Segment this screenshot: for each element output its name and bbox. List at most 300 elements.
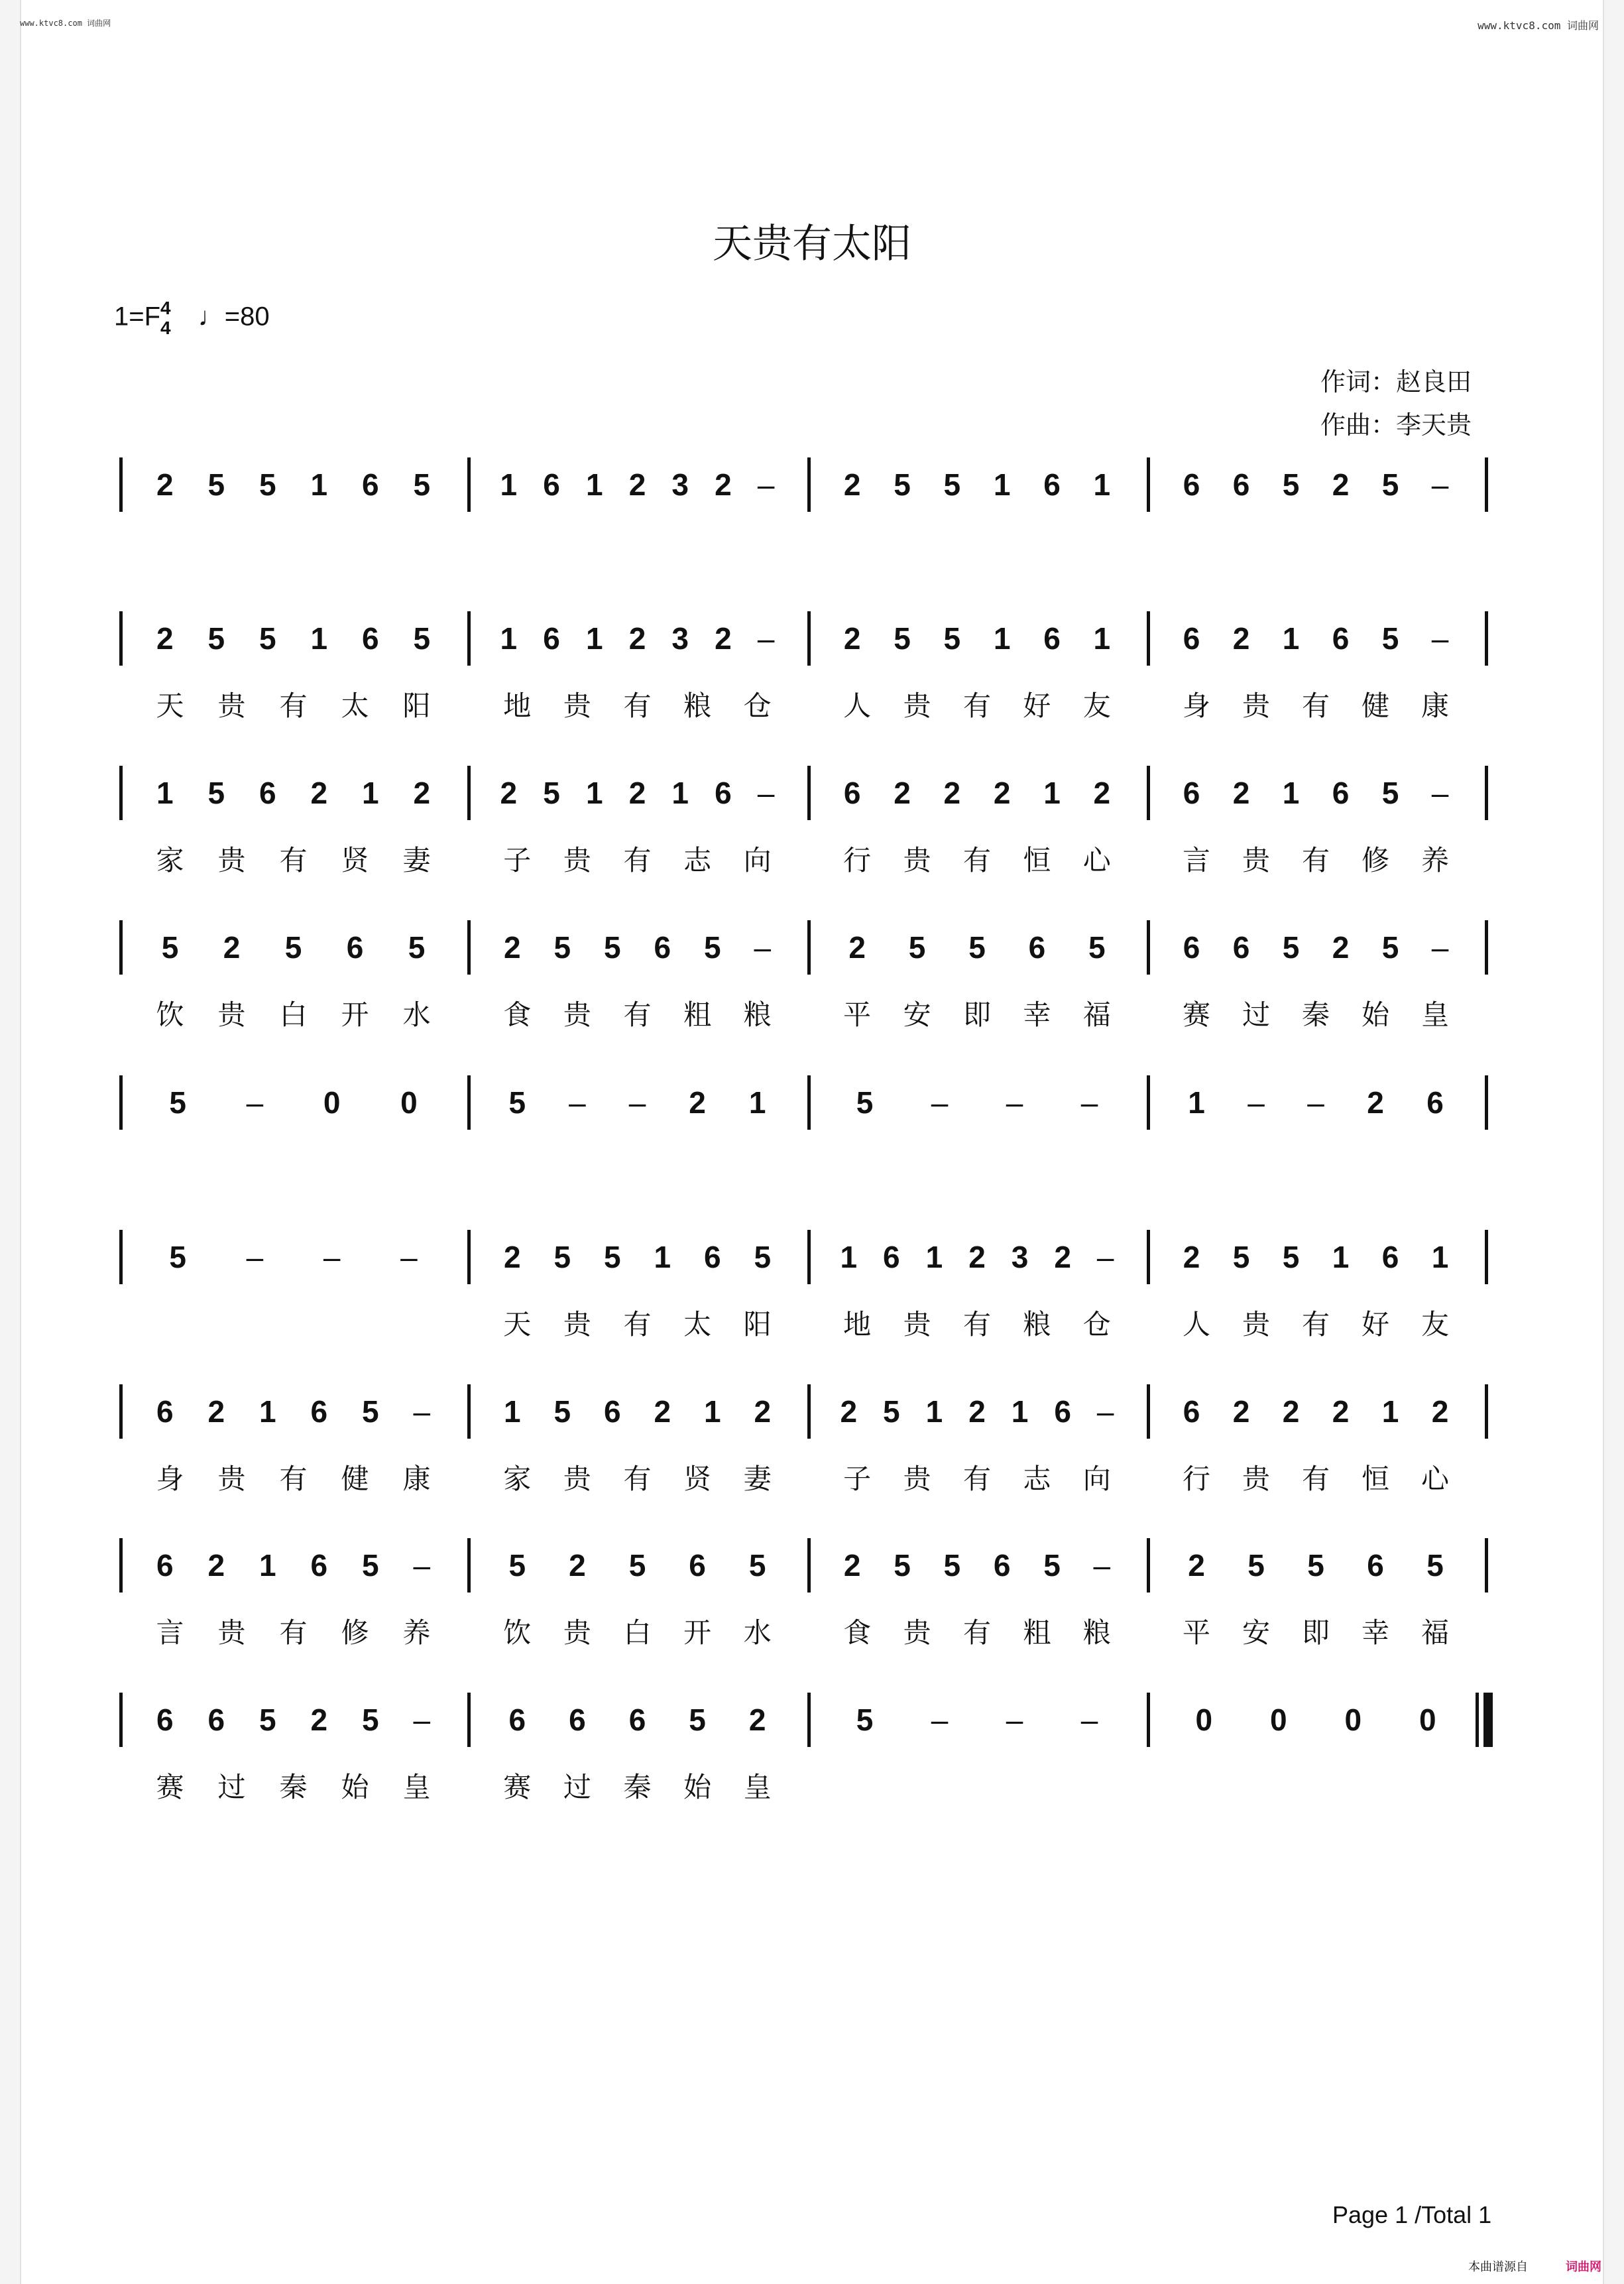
- lyric-char: 白: [279, 998, 308, 1031]
- note: –: [246, 1085, 264, 1120]
- note: –: [1080, 1703, 1098, 1737]
- barline: [1147, 920, 1150, 975]
- note: 2: [715, 621, 732, 656]
- barline: [1485, 611, 1488, 666]
- lyric-char: 粮: [1082, 1616, 1111, 1649]
- score-row: [0, 1384, 1624, 1517]
- note: –: [1431, 467, 1449, 502]
- note: 2: [1183, 1240, 1200, 1274]
- barline: [119, 457, 123, 512]
- note: 2: [156, 621, 174, 656]
- barline: [1476, 1693, 1479, 1747]
- note: 5: [553, 1394, 571, 1429]
- lyric-char: 贵: [903, 1616, 931, 1649]
- lyric-char: 健: [1361, 690, 1389, 722]
- lyric-char: 有: [962, 1616, 991, 1649]
- note: 1: [585, 776, 603, 810]
- lyric-char: 康: [402, 1463, 431, 1495]
- lyric-char: 言: [1182, 844, 1210, 876]
- note: –: [1080, 1085, 1098, 1120]
- note: 0: [323, 1085, 341, 1120]
- lyric-char: 好: [1361, 1308, 1389, 1341]
- lyric-char: 言: [156, 1616, 184, 1649]
- note: 5: [603, 930, 621, 965]
- note: 6: [1054, 1394, 1071, 1429]
- lyric-char: 水: [743, 1616, 772, 1649]
- barline: [467, 1075, 471, 1130]
- lyric-char: 贵: [217, 844, 246, 876]
- lyric-char: 始: [341, 1771, 369, 1803]
- note: 1: [1093, 621, 1111, 656]
- note: 6: [883, 1240, 900, 1274]
- lyric-char: 贵: [563, 1308, 591, 1341]
- lyric-char: 有: [623, 998, 652, 1031]
- lyric-char: 赛: [1182, 998, 1210, 1031]
- note: 5: [943, 467, 961, 502]
- lyric-char: 人: [1182, 1308, 1210, 1341]
- lyric-char: 贵: [903, 690, 931, 722]
- barline: [1485, 1230, 1488, 1284]
- lyric-char: 始: [1361, 998, 1389, 1031]
- note: 2: [968, 1394, 986, 1429]
- note: 3: [671, 467, 689, 502]
- note: 6: [1183, 621, 1200, 656]
- barline: [807, 1230, 811, 1284]
- lyric-char: 贵: [1242, 1308, 1270, 1341]
- lyric-char: 开: [341, 998, 369, 1031]
- key-label: 1=F: [114, 302, 161, 331]
- note: 1: [993, 467, 1011, 502]
- note: –: [400, 1240, 418, 1274]
- note: 6: [1043, 621, 1061, 656]
- lyric-char: 平: [1182, 1616, 1210, 1649]
- lyricist-credit: 作词：赵良田: [1320, 367, 1472, 396]
- note: 1: [993, 621, 1011, 656]
- note: –: [413, 1703, 431, 1737]
- barline: [1485, 457, 1488, 512]
- lyric-char: 家: [503, 1463, 532, 1495]
- note: 2: [1367, 1085, 1384, 1120]
- note: 5: [553, 1240, 571, 1274]
- lyric-char: 地: [843, 1308, 872, 1341]
- barline: [467, 611, 471, 666]
- barline: [119, 1693, 123, 1747]
- lyric-char: 粮: [1023, 1308, 1051, 1341]
- note: 6: [1183, 930, 1200, 965]
- lyric-char: 修: [1361, 844, 1389, 876]
- note: 5: [259, 467, 276, 502]
- note: 2: [1054, 1240, 1071, 1274]
- note: 2: [156, 467, 174, 502]
- lyric-char: 太: [341, 690, 369, 722]
- note: 5: [856, 1703, 874, 1737]
- note: 2: [968, 1240, 986, 1274]
- lyric-char: 志: [683, 844, 712, 876]
- score-row: [0, 1538, 1624, 1671]
- lyric-char: 秦: [1301, 998, 1330, 1031]
- barline: [467, 766, 471, 820]
- note: 2: [628, 467, 646, 502]
- note: –: [413, 1394, 431, 1429]
- note: 6: [310, 1548, 328, 1583]
- lyric-char: 贵: [217, 1616, 246, 1649]
- barline: [1147, 1384, 1150, 1439]
- lyric-char: 有: [1301, 1308, 1330, 1341]
- lyric-char: 有: [1301, 690, 1330, 722]
- note: –: [1431, 930, 1449, 965]
- note: 2: [715, 467, 732, 502]
- note: 2: [628, 621, 646, 656]
- lyric-char: 仓: [1082, 1308, 1111, 1341]
- lyric-char: 修: [341, 1616, 369, 1649]
- note: –: [757, 776, 775, 810]
- note: 2: [207, 1394, 225, 1429]
- note: 6: [207, 1703, 225, 1737]
- note: 2: [689, 1085, 706, 1120]
- note: 5: [169, 1085, 186, 1120]
- note: 1: [671, 776, 689, 810]
- barline: [1147, 1538, 1150, 1593]
- score-row: [0, 1075, 1624, 1208]
- note: 5: [1381, 776, 1399, 810]
- lyric-char: 饮: [503, 1616, 532, 1649]
- barline: [807, 611, 811, 666]
- lyric-char: 福: [1082, 998, 1111, 1031]
- lyric-char: 有: [962, 844, 991, 876]
- barline: [807, 457, 811, 512]
- note: 2: [993, 776, 1011, 810]
- note: 5: [361, 1703, 379, 1737]
- note: 5: [508, 1085, 526, 1120]
- note: 6: [361, 621, 379, 656]
- note: 2: [223, 930, 241, 965]
- note: 2: [1332, 930, 1350, 965]
- score-row: [0, 920, 1624, 1053]
- note: 5: [361, 1548, 379, 1583]
- lyric-char: 贵: [563, 998, 591, 1031]
- lyric-char: 身: [1182, 690, 1210, 722]
- barline: [1147, 611, 1150, 666]
- note: –: [1006, 1085, 1023, 1120]
- barline: [1147, 457, 1150, 512]
- barline: [1485, 1075, 1488, 1130]
- note: –: [1093, 1548, 1111, 1583]
- lyric-char: 有: [279, 1616, 308, 1649]
- page-indicator: Page 1 /Total 1: [1332, 2201, 1492, 2228]
- barline: [1485, 1538, 1488, 1593]
- lyric-char: 有: [962, 690, 991, 722]
- lyric-char: 粮: [683, 690, 712, 722]
- barline: [119, 1230, 123, 1284]
- lyric-char: 心: [1082, 844, 1111, 876]
- lyric-char: 人: [843, 690, 872, 722]
- note: –: [1006, 1703, 1023, 1737]
- note: –: [931, 1703, 949, 1737]
- lyric-char: 贵: [1242, 844, 1270, 876]
- note: 6: [689, 1548, 706, 1583]
- lyric-char: 白: [623, 1616, 652, 1649]
- lyric-char: 贵: [903, 844, 931, 876]
- lyric-char: 粗: [1023, 1616, 1051, 1649]
- lyric-char: 始: [683, 1771, 712, 1803]
- lyric-char: 妻: [743, 1463, 772, 1495]
- note: 6: [1426, 1085, 1444, 1120]
- barline: [807, 1075, 811, 1130]
- note: 5: [543, 776, 560, 810]
- barline: [1147, 1693, 1150, 1747]
- barline: [467, 1693, 471, 1747]
- note: 5: [284, 930, 302, 965]
- lyric-char: 贵: [217, 1463, 246, 1495]
- note: 1: [1282, 776, 1300, 810]
- lyric-char: 幸: [1361, 1616, 1389, 1649]
- barline: [1485, 766, 1488, 820]
- site-mark-right: www.ktvc8.com 词曲网: [1478, 19, 1599, 32]
- note: 1: [156, 776, 174, 810]
- lyric-char: 天: [156, 690, 184, 722]
- note: 1: [1381, 1394, 1399, 1429]
- note: 5: [628, 1548, 646, 1583]
- lyric-char: 贤: [683, 1463, 712, 1495]
- lyric-char: 有: [623, 1463, 652, 1495]
- note: 5: [259, 621, 276, 656]
- note: 6: [310, 1394, 328, 1429]
- note: 5: [703, 930, 721, 965]
- time-signature: 4 4: [160, 298, 171, 338]
- score-row: [0, 457, 1624, 590]
- note: 2: [207, 1548, 225, 1583]
- barline: [119, 766, 123, 820]
- score-row: [0, 1693, 1624, 1825]
- note: 5: [754, 1240, 772, 1274]
- lyric-char: 有: [279, 1463, 308, 1495]
- note: 6: [1232, 930, 1250, 965]
- note: 5: [361, 1394, 379, 1429]
- note: 1: [925, 1240, 943, 1274]
- lyric-char: 食: [843, 1616, 872, 1649]
- note: 6: [346, 930, 364, 965]
- note: 5: [908, 930, 926, 965]
- barline: [467, 1230, 471, 1284]
- key-signature-line: [114, 298, 270, 338]
- note: 5: [1247, 1548, 1265, 1583]
- note: 2: [1232, 776, 1250, 810]
- lyric-char: 友: [1421, 1308, 1449, 1341]
- note: 1: [840, 1240, 858, 1274]
- lyric-char: 贵: [1242, 1463, 1270, 1495]
- lyric-char: 贵: [563, 1616, 591, 1649]
- note: 2: [1332, 467, 1350, 502]
- barline: [467, 1538, 471, 1593]
- note: 6: [628, 1703, 646, 1737]
- lyric-char: 养: [1421, 844, 1449, 876]
- score-row: [0, 766, 1624, 898]
- lyric-char: 阳: [743, 1308, 772, 1341]
- lyric-char: 秦: [623, 1771, 652, 1803]
- note: –: [1431, 621, 1449, 656]
- note: 1: [585, 621, 603, 656]
- note: –: [931, 1085, 949, 1120]
- note: 5: [207, 621, 225, 656]
- note: 0: [1195, 1703, 1213, 1737]
- note: 5: [169, 1240, 186, 1274]
- lyric-char: 恒: [1023, 844, 1051, 876]
- note: –: [757, 467, 775, 502]
- lyric-char: 饮: [156, 998, 184, 1031]
- lyric-char: 贵: [217, 998, 246, 1031]
- note: 5: [689, 1703, 706, 1737]
- lyric-char: 水: [402, 998, 431, 1031]
- note: 2: [754, 1394, 772, 1429]
- note: 5: [943, 621, 961, 656]
- barline: [467, 457, 471, 512]
- note: 6: [569, 1703, 586, 1737]
- lyric-char: 向: [1082, 1463, 1111, 1495]
- note: 0: [1269, 1703, 1287, 1737]
- lyric-char: 阳: [402, 690, 431, 722]
- lyric-char: 康: [1421, 690, 1449, 722]
- lyric-char: 志: [1023, 1463, 1051, 1495]
- lyric-char: 贵: [903, 1463, 931, 1495]
- note: –: [1431, 776, 1449, 810]
- barline: [807, 1693, 811, 1747]
- lyric-char: 贤: [341, 844, 369, 876]
- note: 2: [843, 1548, 861, 1583]
- note: 5: [1307, 1548, 1324, 1583]
- note: 2: [310, 776, 328, 810]
- note: 5: [1381, 621, 1399, 656]
- barline: [119, 1384, 123, 1439]
- note: 6: [1183, 776, 1200, 810]
- note: 5: [968, 930, 986, 965]
- note: 2: [1188, 1548, 1205, 1583]
- lyric-char: 健: [341, 1463, 369, 1495]
- lyric-char: 有: [962, 1308, 991, 1341]
- lyric-char: 恒: [1361, 1463, 1389, 1495]
- barline: [1147, 1230, 1150, 1284]
- note: 2: [748, 1703, 766, 1737]
- note: 5: [1282, 1240, 1300, 1274]
- note: 5: [207, 776, 225, 810]
- lyric-char: 友: [1082, 690, 1111, 722]
- note: 5: [1232, 1240, 1250, 1274]
- note: 2: [500, 776, 518, 810]
- barline: [119, 611, 123, 666]
- barline: [467, 1384, 471, 1439]
- note: –: [1307, 1085, 1324, 1120]
- note: 5: [1043, 1548, 1061, 1583]
- note: –: [628, 1085, 646, 1120]
- lyric-char: 安: [1242, 1616, 1270, 1649]
- note: 5: [408, 930, 426, 965]
- note: 6: [543, 467, 560, 502]
- lyric-char: 贵: [563, 1463, 591, 1495]
- lyric-char: 妻: [402, 844, 431, 876]
- lyric-char: 有: [279, 844, 308, 876]
- note: 6: [156, 1548, 174, 1583]
- barline: [807, 1384, 811, 1439]
- lyric-char: 地: [503, 690, 532, 722]
- lyric-char: 贵: [563, 690, 591, 722]
- note: 2: [1332, 1394, 1350, 1429]
- note: –: [413, 1548, 431, 1583]
- lyric-char: 幸: [1023, 998, 1051, 1031]
- barline: [1485, 920, 1488, 975]
- note: 5: [508, 1548, 526, 1583]
- lyric-char: 有: [623, 1308, 652, 1341]
- note: 2: [843, 467, 861, 502]
- note: 6: [156, 1703, 174, 1737]
- note: 1: [259, 1548, 276, 1583]
- barline: [119, 1538, 123, 1593]
- lyric-char: 行: [1182, 1463, 1210, 1495]
- note: 2: [628, 776, 646, 810]
- note: –: [323, 1240, 341, 1274]
- note: 3: [671, 621, 689, 656]
- note: 0: [1419, 1703, 1436, 1737]
- note: 6: [1183, 467, 1200, 502]
- composer-credit: 作曲：李天贵: [1320, 410, 1472, 440]
- lyric-char: 仓: [743, 690, 772, 722]
- note: 5: [883, 1394, 900, 1429]
- note: 1: [654, 1240, 671, 1274]
- note: 1: [925, 1394, 943, 1429]
- note: 5: [1381, 467, 1399, 502]
- lyric-char: 子: [843, 1463, 872, 1495]
- lyric-char: 即: [1301, 1616, 1330, 1649]
- lyric-char: 子: [503, 844, 532, 876]
- source-note: 本曲谱源自: [1468, 2260, 1528, 2273]
- note: 6: [361, 467, 379, 502]
- note: 1: [361, 776, 379, 810]
- lyric-char: 身: [156, 1463, 184, 1495]
- note: 6: [1043, 467, 1061, 502]
- note: 3: [1011, 1240, 1029, 1274]
- note: 6: [1367, 1548, 1384, 1583]
- lyric-char: 粗: [683, 998, 712, 1031]
- note: 1: [703, 1394, 721, 1429]
- note: –: [754, 930, 772, 965]
- lyric-char: 开: [683, 1616, 712, 1649]
- note: 1: [1188, 1085, 1205, 1120]
- lyric-char: 贵: [903, 1308, 931, 1341]
- lyric-char: 食: [503, 998, 532, 1031]
- note: 6: [259, 776, 276, 810]
- note: 5: [413, 467, 431, 502]
- lyric-char: 秦: [279, 1771, 308, 1803]
- note: 6: [1332, 621, 1350, 656]
- lyric-char: 皇: [402, 1771, 431, 1803]
- lyric-char: 向: [743, 844, 772, 876]
- score-row: [0, 1230, 1624, 1362]
- note: 2: [943, 776, 961, 810]
- note: 2: [569, 1548, 586, 1583]
- note: 1: [259, 1394, 276, 1429]
- note: 6: [654, 930, 671, 965]
- note: 5: [161, 930, 179, 965]
- note: 6: [703, 1240, 721, 1274]
- barline: [1147, 766, 1150, 820]
- lyric-char: 福: [1421, 1616, 1449, 1649]
- lyric-char: 皇: [743, 1771, 772, 1803]
- note: –: [246, 1240, 264, 1274]
- note: 6: [715, 776, 732, 810]
- lyric-char: 平: [843, 998, 872, 1031]
- lyric-char: 好: [1023, 690, 1051, 722]
- barline: [119, 920, 123, 975]
- lyric-char: 养: [402, 1616, 431, 1649]
- lyric-char: 贵: [1242, 690, 1270, 722]
